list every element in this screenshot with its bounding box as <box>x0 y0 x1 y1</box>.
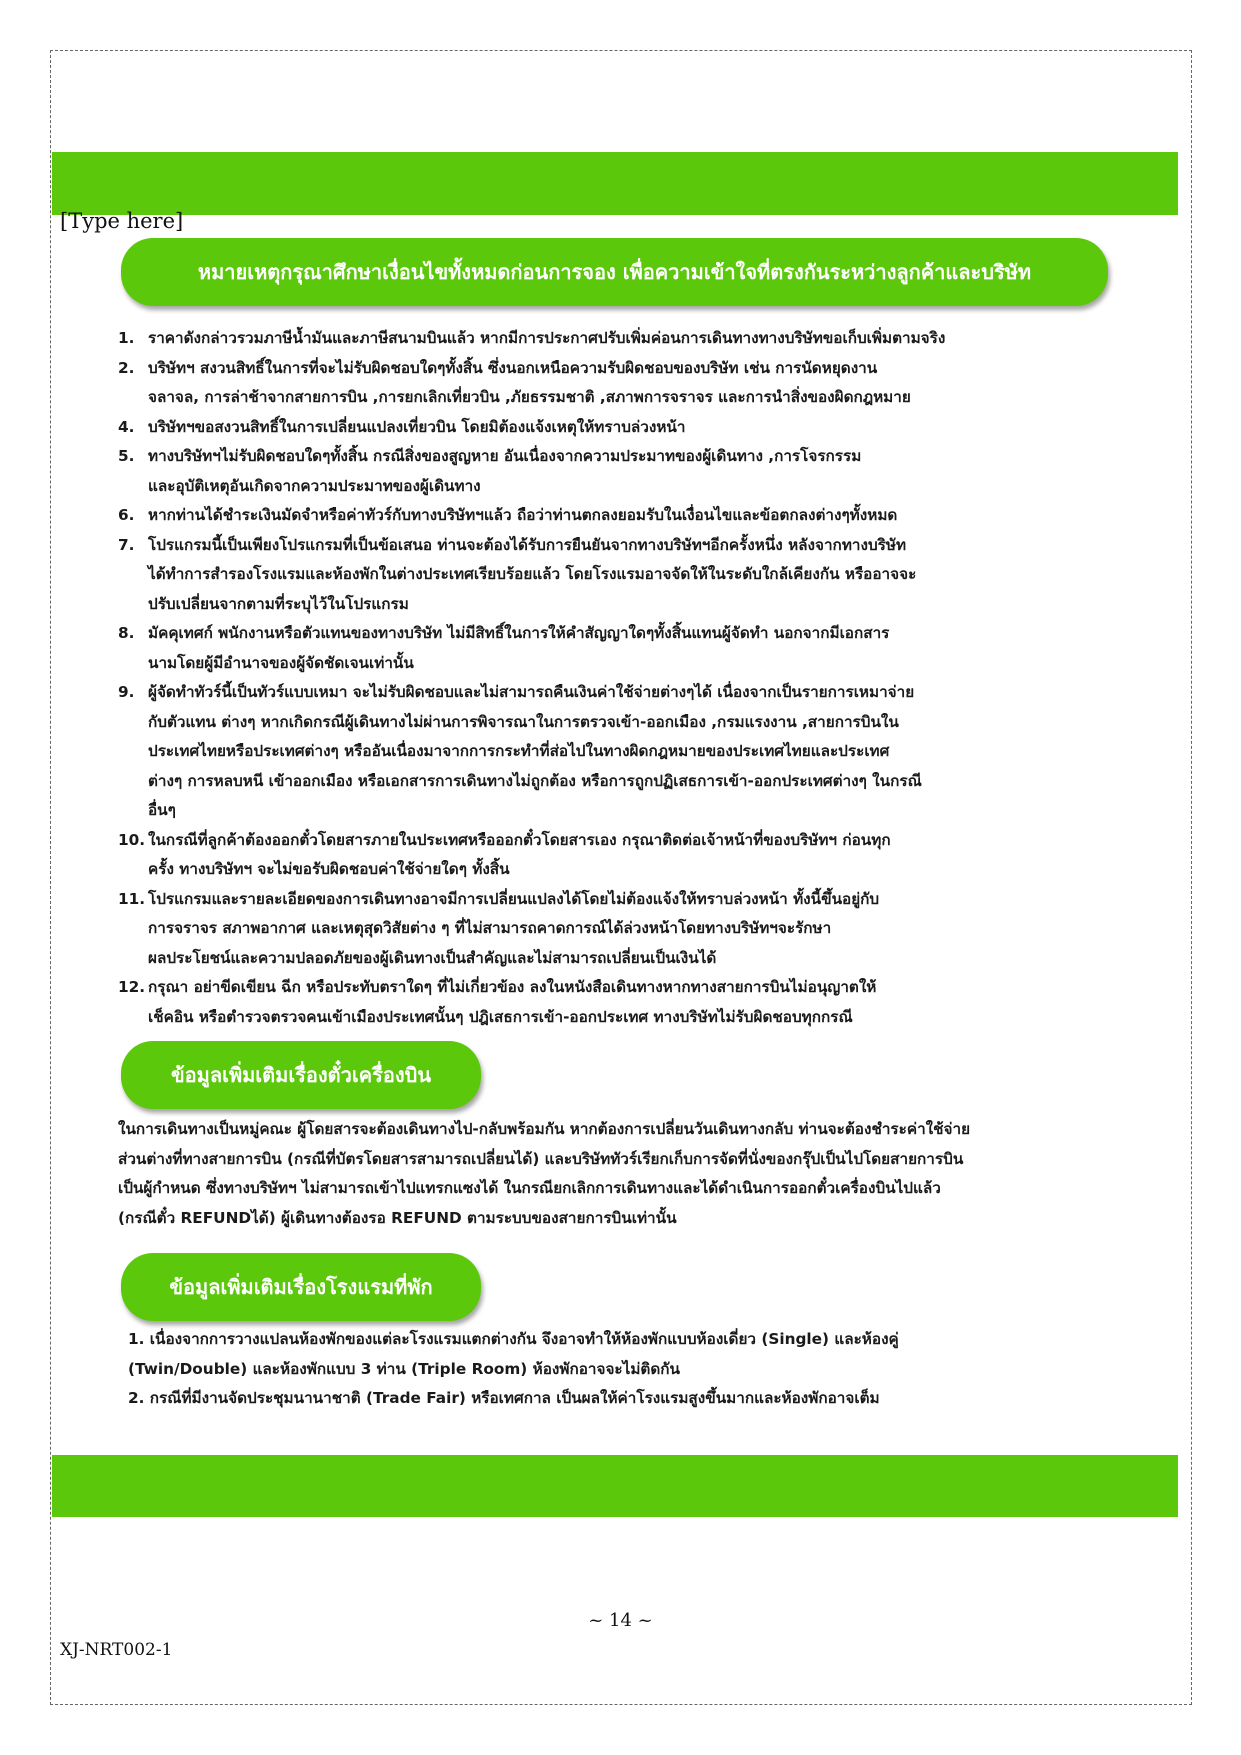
condition-item <box>118 531 1118 620</box>
conditions-title: หมายเหตุกรุณาศึกษาเงื่อนไขทั้งหมดก่อนการจอง เพื่อความเข้าใจที่ตรงกันระหว่างลูกค้าและบริษัท <box>197 260 1032 284</box>
hotel-info-title-pill <box>121 1253 481 1321</box>
condition-line: ผลประโยชน์และความปลอดภัยของผู้เดินทางเป็นสำคัญและไม่สามารถเปลี่ยนเป็นเงินได้ <box>148 948 717 967</box>
header-green-bar <box>52 152 1178 215</box>
condition-item <box>118 354 1118 413</box>
condition-line: นามโดยผู้มีอำนาจของผู้จัดชัดเจนเท่านั้น <box>148 653 414 672</box>
condition-number: 8. <box>118 624 135 642</box>
condition-number: 11. <box>118 889 146 908</box>
condition-item <box>118 973 1118 1032</box>
condition-item <box>118 324 1118 354</box>
flight-info-paragraph <box>118 1115 1118 1233</box>
condition-text <box>148 826 1118 885</box>
condition-line: กรุณา อย่าขีดเขียน ฉีก หรือประทับตราใดๆ ที่ไม่เกี่ยวข้อง ลงในหนังสือเดินทางหากทางสายการบินไม่อนุญาตให้ <box>148 978 877 996</box>
document-code: XJ-NRT002-1 <box>60 1640 173 1660</box>
condition-number: 10. <box>118 830 146 849</box>
condition-line: ปรับเปลี่ยนจากตามที่ระบุไว้ในโปรแกรม <box>148 594 409 613</box>
condition-text <box>148 354 1118 413</box>
page-number: ~ 14 ~ <box>588 1610 653 1631</box>
condition-number: 4. <box>118 417 135 436</box>
condition-text <box>148 619 1118 678</box>
condition-number: 9. <box>118 683 135 701</box>
condition-text <box>148 442 1118 501</box>
condition-text <box>148 973 1118 1032</box>
hotel-info-title: ข้อมูลเพิ่มเติมเรื่องโรงแรมที่พัก <box>169 1275 433 1299</box>
condition-number: 6. <box>118 506 135 524</box>
header-placeholder: [Type here] <box>60 209 184 233</box>
condition-text <box>148 885 1118 974</box>
condition-line: ครั้ง ทางบริษัทฯ จะไม่ขอรับผิดชอบค่าใช้จ่ายใดๆ ทั้งสิ้น <box>148 860 510 878</box>
hotel-info-line: 2. กรณีที่มีงานจัดประชุมนานาชาติ (Trade Fair) หรือเทศกาล เป็นผลให้ค่าโรงแรมสูงขึ้นมากและห้องพักอาจเต็ม <box>128 1389 880 1407</box>
condition-text <box>148 501 1118 531</box>
hotel-info-line: (Twin/Double) และห้องพักแบบ 3 ท่าน (Triple Room) ห้องพักอาจจะไม่ติดกัน <box>128 1359 680 1378</box>
condition-line: โปรแกรมและรายละเอียดของการเดินทางอาจมีการเปลี่ยนแปลงได้โดยไม่ต้องแจ้งให้ทราบล่วงหน้า ทั้งนี้ขึ้นอยู่กับ <box>148 889 880 908</box>
condition-line: หากท่านได้ชำระเงินมัดจำหรือค่าทัวร์กับทางบริษัทฯแล้ว ถือว่าท่านตกลงยอมรับในเงื่อนไขและข้อตกลงต่างๆทั้งหมด <box>148 506 898 524</box>
hotel-info-list <box>128 1325 1118 1414</box>
flight-info-line: (กรณีตั๋ว REFUNDได้) ผู้เดินทางต้องรอ REFUND ตามระบบของสายการบินเท่านั้น <box>118 1208 677 1227</box>
condition-item <box>118 501 1118 531</box>
condition-line: อื่นๆ <box>148 801 176 819</box>
condition-line: ราคาดังกล่าวรวมภาษีน้ำมันและภาษีสนามบินแล้ว หากมีการประกาศปรับเพิ่มค่อนการเดินทางทางบริษัทขอเก็บเพิ่มตามจริง <box>148 329 946 347</box>
condition-line: ผู้จัดทำทัวร์นี้เป็นทัวร์แบบเหมา จะไม่รับผิดชอบและไม่สามารถคืนเงินค่าใช้จ่ายต่างๆได้ เนื่องจากเป็นรายการเหมาจ่าย <box>148 683 915 701</box>
condition-item <box>118 442 1118 501</box>
condition-line: โปรแกรมนี้เป็นเพียงโปรแกรมที่เป็นข้อเสนอ ท่านจะต้องได้รับการยืนยันจากทางบริษัทฯอีกครั้งหนึ่ง หลังจากทางบริษัท <box>148 535 907 554</box>
condition-item <box>118 826 1118 885</box>
condition-line: ได้ทำการสำรองโรงแรมและห้องพักในต่างประเทศเรียบร้อยแล้ว โดยโรงแรมอาจจัดให้ในระดับใกล้เคียงกัน หรืออาจจะ <box>148 565 917 583</box>
condition-line: เช็คอิน หรือตำรวจตรวจคนเข้าเมืองประเทศนั้นๆ ปฎิเสธการเข้า-ออกประเทศ ทางบริษัทไม่รับผิดชอบทุกกรณี <box>148 1007 853 1026</box>
condition-line: ต่างๆ การหลบหนี เข้าออกเมือง หรือเอกสารการเดินทางไม่ถูกต้อง หรือการถูกปฏิเสธการเข้า-ออกประเทศต่างๆ ในกรณี <box>148 771 922 790</box>
condition-text <box>148 413 1118 443</box>
condition-text <box>148 324 1118 354</box>
condition-number: 1. <box>118 329 135 347</box>
flight-info-line: ในการเดินทางเป็นหมู่คณะ ผู้โดยสารจะต้องเดินทางไป-กลับพร้อมกัน หากต้องการเปลี่ยนวันเดินทางกลับ ท่านจะต้องชำระค่าใช้จ่าย <box>118 1120 971 1138</box>
condition-item <box>118 413 1118 443</box>
condition-line: จลาจล, การล่าช้าจากสายการบิน ,การยกเลิกเที่ยวบิน ,ภัยธรรมชาติ ,สภาพการจราจร และการนำสิ่งของผิดกฎหมาย <box>148 388 911 406</box>
condition-line: ทางบริษัทฯไม่รับผิดชอบใดๆทั้งสิ้น กรณีสิ่งของสูญหาย อันเนื่องจากความประมาทของผู้เดินทาง ,การโจรกรรม <box>148 447 862 465</box>
condition-item <box>118 619 1118 678</box>
condition-line: บริษัทฯขอสงวนสิทธิ์ในการเปลี่ยนแปลงเที่ยวบิน โดยมิต้องแจ้งเหตุให้ทราบล่วงหน้า <box>148 417 686 436</box>
flight-info-title: ข้อมูลเพิ่มเติมเรื่องตั๋วเครื่องบิน <box>170 1063 431 1087</box>
condition-line: บริษัทฯ สงวนสิทธิ์ในการที่จะไม่รับผิดชอบใดๆทั้งสิ้น ซึ่งนอกเหนือความรับผิดชอบของบริษัท เช่น การนัดหยุดงาน <box>148 358 878 377</box>
condition-text <box>148 678 1118 826</box>
condition-number: 12. <box>118 978 146 996</box>
footer-green-bar <box>52 1455 1178 1517</box>
conditions-title-pill <box>121 238 1108 306</box>
condition-number: 5. <box>118 447 135 465</box>
condition-line: ในกรณีที่ลูกค้าต้องออกตั๋วโดยสารภายในประเทศหรือออกตั๋วโดยสารเอง กรุณาติดต่อเจ้าหน้าที่ของบริษัทฯ ก่อนทุก <box>148 830 891 849</box>
condition-item <box>118 678 1118 826</box>
conditions-list <box>118 324 1118 1032</box>
flight-info-title-pill <box>121 1041 481 1109</box>
condition-line: ประเทศไทยหรือประเทศต่างๆ หรืออันเนื่องมาจากการกระทำที่ส่อไปในทางผิดกฎหมายของประเทศไทยและประเทศ <box>148 742 890 760</box>
condition-line: การจราจร สภาพอากาศ และเหตุสุดวิสัยต่าง ๆ ที่ไม่สามารถคาดการณ์ได้ล่วงหน้าโดยทางบริษัทฯจะรักษา <box>148 919 832 937</box>
flight-info-line: ส่วนต่างที่ทางสายการบิน (กรณีที่บัตรโดยสารสามารถเปลี่ยนได้) และบริษัททัวร์เรียกเก็บการจัดที่นั่งของกรุ๊ปเป็นไปโดยสายการบิน <box>118 1149 964 1168</box>
hotel-info-line: 1. เนื่องจากการวางแปลนห้องพักของแต่ละโรงแรมแตกต่างกัน จึงอาจทำให้ห้องพักแบบห้องเดี่ยว (Single) และห้องคู่ <box>128 1330 899 1348</box>
condition-item <box>118 885 1118 974</box>
flight-info-line: เป็นผู้กำหนด ซึ่งทางบริษัทฯ ไม่สามารถเข้าไปแทรกแซงได้ ในกรณียกเลิกการเดินทางและได้ดำเนินการออกตั๋วเครื่องบินไปแล้ว <box>118 1179 941 1197</box>
condition-text <box>148 531 1118 620</box>
condition-number: 7. <box>118 535 135 554</box>
condition-line: และอุบัติเหตุอันเกิดจากความประมาทของผู้เดินทาง <box>148 476 481 495</box>
condition-number: 2. <box>118 358 135 377</box>
condition-line: กับตัวแทน ต่างๆ หากเกิดกรณีผู้เดินทางไม่ผ่านการพิจารณาในการตรวจเข้า-ออกเมือง ,กรมแรงงาน ,สายการบินใน <box>148 712 899 731</box>
condition-line: มัคคุเทศก์ พนักงานหรือตัวแทนของทางบริษัท ไม่มีสิทธิ์ในการให้คำสัญญาใดๆทั้งสิ้นแทนผู้จัดทำ นอกจากมีเอกสาร <box>148 624 890 642</box>
